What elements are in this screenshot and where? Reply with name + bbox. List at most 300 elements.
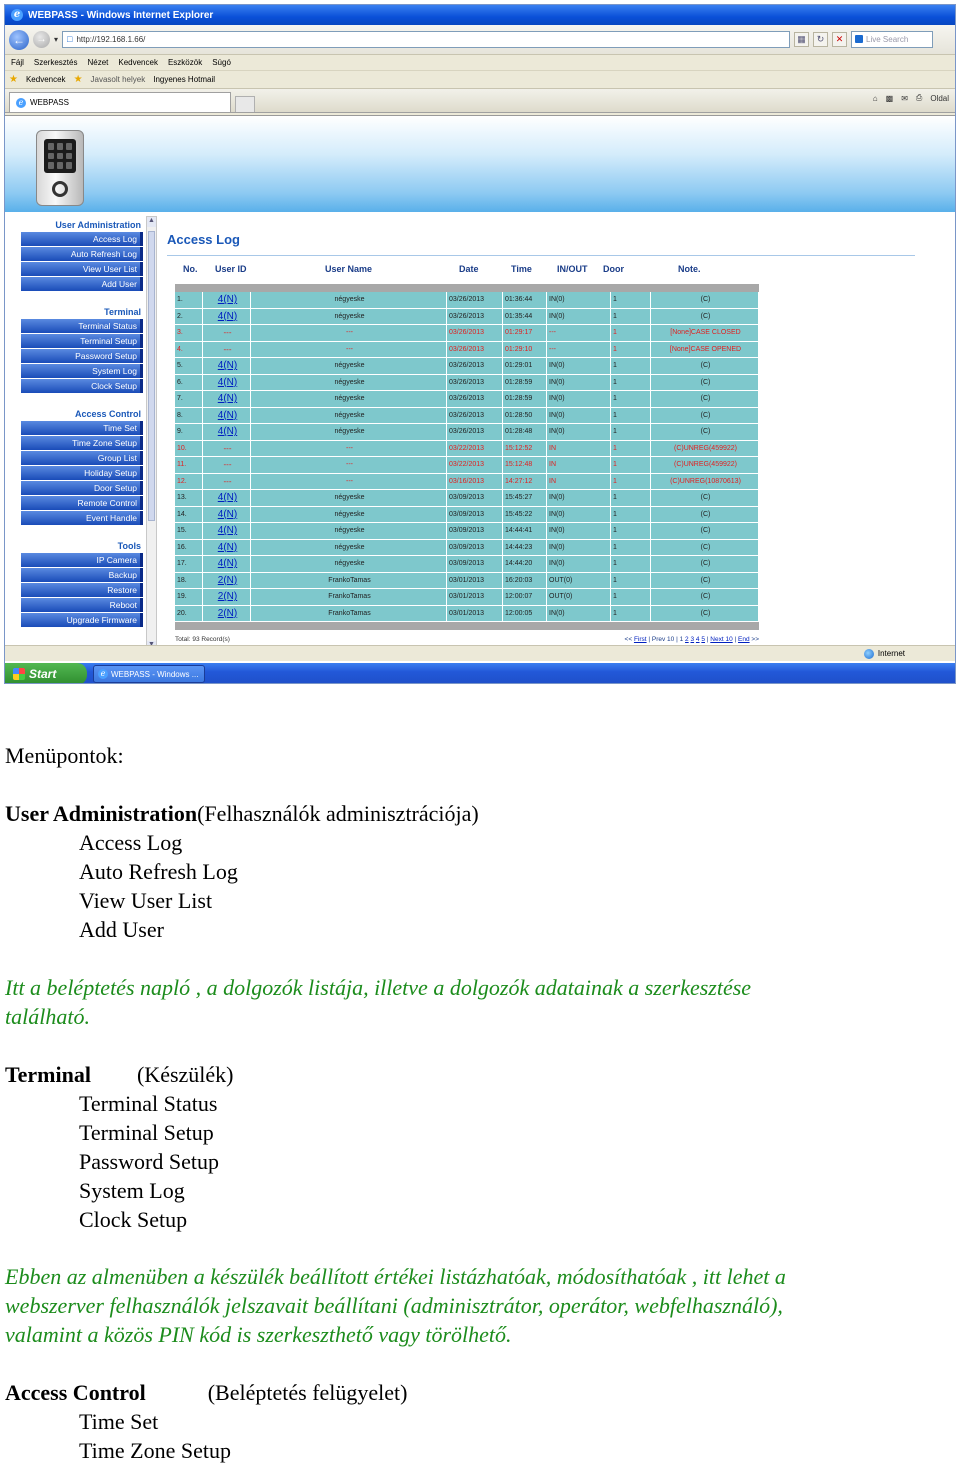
table-cell: OUT(0) xyxy=(547,589,611,605)
page-icon: □ xyxy=(67,34,73,44)
table-cell: IN xyxy=(547,474,611,490)
table-cell xyxy=(203,573,251,589)
table-cell: 12:00:07 xyxy=(503,589,547,605)
table-row xyxy=(175,540,759,557)
table-cell: 15:45:22 xyxy=(503,507,547,523)
table-cell: --- xyxy=(251,457,447,473)
table-cell: 01:28:48 xyxy=(503,424,547,440)
menu-bar xyxy=(5,55,955,71)
sidebar-item[interactable]: Terminal Status xyxy=(21,319,143,333)
user-id-link[interactable]: 2(N) xyxy=(217,591,238,603)
sidebar-item[interactable]: Backup xyxy=(21,568,143,582)
table-cell: 7. xyxy=(175,391,203,407)
sidebar-item[interactable]: Group List xyxy=(21,451,143,465)
user-id-link[interactable]: 2(N) xyxy=(217,607,238,619)
table-cell: IN xyxy=(547,441,611,457)
table-cell: 1 xyxy=(611,342,651,358)
table-cell xyxy=(203,474,251,490)
pager-prev[interactable]: Prev 10 xyxy=(651,636,675,643)
table-cell: (C)UNREG(459922) xyxy=(651,457,759,473)
mail-icon[interactable]: ✉ xyxy=(901,93,908,103)
compat-icon[interactable]: ▦ xyxy=(794,32,809,47)
favorites-bar xyxy=(5,71,955,89)
table-cell: 12:00:05 xyxy=(503,606,547,622)
table-cell xyxy=(203,441,251,457)
table-cell: 15. xyxy=(175,523,203,539)
access-control-item: Time Zone Setup xyxy=(79,1438,231,1463)
table-cell: --- xyxy=(547,325,611,341)
sidebar-item[interactable]: Clock Setup xyxy=(21,379,143,393)
table-cell: 9. xyxy=(175,424,203,440)
table-row xyxy=(175,523,759,540)
table-row xyxy=(175,391,759,408)
table-cell: 6. xyxy=(175,375,203,391)
table-row xyxy=(175,408,759,425)
table-cell xyxy=(203,408,251,424)
table-row xyxy=(175,325,759,342)
pager-page-2[interactable]: 2 xyxy=(685,636,689,643)
screenshot xyxy=(4,4,956,684)
table-cell: 16. xyxy=(175,540,203,556)
table-cell: (C) xyxy=(651,391,759,407)
table-cell: négyeske xyxy=(251,391,447,407)
sidebar-item[interactable]: Upgrade Firmware xyxy=(21,613,143,627)
table-cell: 12. xyxy=(175,474,203,490)
favorites-button[interactable]: Kedvencek xyxy=(25,75,66,84)
table-cell: IN(0) xyxy=(547,292,611,308)
sidebar-item[interactable]: Time Zone Setup xyxy=(21,436,143,450)
sidebar-item[interactable]: Password Setup xyxy=(21,349,143,363)
pager-end-arrows: >> xyxy=(751,636,759,643)
sidebar-section-heading: Tools xyxy=(117,541,141,551)
table-cell: (C) xyxy=(651,490,759,506)
table-cell: 03/01/2013 xyxy=(447,606,503,622)
history-dropdown-icon[interactable]: ▾ xyxy=(54,35,59,44)
user-id-link[interactable]: 4(N) xyxy=(217,508,238,520)
table-row xyxy=(175,490,759,507)
taskbar-ie-button[interactable] xyxy=(93,665,205,683)
total-records: Total: 93 Record(s) xyxy=(175,636,230,643)
print-icon[interactable]: ⎙ xyxy=(915,93,923,102)
table-cell: 03/22/2013 xyxy=(447,457,503,473)
table-cell: 1 xyxy=(611,556,651,572)
table-cell: 03/01/2013 xyxy=(447,573,503,589)
table-row xyxy=(175,358,759,375)
table-cell: 16:20:03 xyxy=(503,573,547,589)
table-cell: 1 xyxy=(611,540,651,556)
hotmail-link[interactable]: Ingyenes Hotmail xyxy=(153,75,216,84)
terminal-heading-bold: Terminal xyxy=(5,1062,91,1087)
table-cell: 15:45:27 xyxy=(503,490,547,506)
table-cell: IN(0) xyxy=(547,523,611,539)
table-cell: (C) xyxy=(651,292,759,308)
column-header: Date xyxy=(459,264,479,274)
table-cell: 1 xyxy=(611,292,651,308)
new-tab-button[interactable] xyxy=(235,96,255,112)
table-cell: négyeske xyxy=(251,292,447,308)
user-id-text: --- xyxy=(223,443,232,453)
access-log-table xyxy=(175,284,759,622)
table-cell: IN(0) xyxy=(547,375,611,391)
user-id-link[interactable]: 4(N) xyxy=(217,376,238,388)
table-cell: (C) xyxy=(651,556,759,572)
table-cell: [None]CASE CLOSED xyxy=(651,325,759,341)
sidebar-item[interactable]: Event Handle xyxy=(21,511,143,525)
menu-help[interactable]: Súgó xyxy=(212,58,231,67)
table-cell: OUT(0) xyxy=(547,573,611,589)
pager-page-3[interactable]: 3 xyxy=(690,636,695,643)
table-cell: FrankoTamas xyxy=(251,589,447,605)
table-cell xyxy=(203,507,251,523)
table-cell: négyeske xyxy=(251,490,447,506)
sidebar-item[interactable]: Add User xyxy=(21,277,143,291)
table-cell: IN(0) xyxy=(547,606,611,622)
ua-heading-rest: (Felhasználók adminisztrációja) xyxy=(197,801,479,826)
terminal-description: Ebben az almenüben a készülék beállított értékei listázhatóak, módosíthatóak , itt lehet a xyxy=(5,1264,786,1289)
ua-item: Access Log xyxy=(79,830,183,855)
table-cell: 03/26/2013 xyxy=(447,309,503,325)
table-cell: 14:27:12 xyxy=(503,474,547,490)
table-header xyxy=(167,262,915,276)
column-header: User Name xyxy=(325,264,373,274)
sidebar-menu xyxy=(21,218,143,650)
user-id-link[interactable]: 4(N) xyxy=(217,558,238,570)
table-cell: FrankoTamas xyxy=(251,573,447,589)
table-cell: 1 xyxy=(611,507,651,523)
table-cell: 1 xyxy=(611,573,651,589)
table-cell: (C) xyxy=(651,589,759,605)
terminal-item: Password Setup xyxy=(79,1149,219,1174)
terminal-device-image xyxy=(36,130,84,206)
table-cell: IN(0) xyxy=(547,556,611,572)
user-id-link[interactable]: 4(N) xyxy=(217,393,238,405)
pager-first-arrows: << xyxy=(624,636,633,643)
sidebar-item[interactable]: Reboot xyxy=(21,598,143,612)
table-cell: négyeske xyxy=(251,309,447,325)
table-cell: 14:44:41 xyxy=(503,523,547,539)
table-cell: 03/09/2013 xyxy=(447,507,503,523)
table-cell: 14. xyxy=(175,507,203,523)
table-cell: 1 xyxy=(611,325,651,341)
sidebar-scrollbar[interactable] xyxy=(146,216,157,652)
feeds-icon[interactable]: ▩ xyxy=(885,93,894,103)
table-cell: 03/09/2013 xyxy=(447,540,503,556)
column-header: No. xyxy=(183,264,198,274)
user-id-text: --- xyxy=(223,328,232,338)
table-cell: 03/26/2013 xyxy=(447,391,503,407)
table-cell: --- xyxy=(251,342,447,358)
table-cell xyxy=(203,424,251,440)
user-id-link[interactable]: 4(N) xyxy=(217,310,238,322)
table-cell: 1 xyxy=(611,606,651,622)
table-row xyxy=(175,441,759,458)
table-cell: 1 xyxy=(611,457,651,473)
table-cell: (C) xyxy=(651,507,759,523)
sidebar-item[interactable]: Terminal Setup xyxy=(21,334,143,348)
table-cell: 03/01/2013 xyxy=(447,589,503,605)
taskbar xyxy=(5,663,956,684)
table-cell xyxy=(203,309,251,325)
table-cell: 20. xyxy=(175,606,203,622)
table-cell: 03/09/2013 xyxy=(447,556,503,572)
table-cell: 03/26/2013 xyxy=(447,424,503,440)
sidebar-item[interactable]: Holiday Setup xyxy=(21,466,143,480)
forward-icon[interactable]: → xyxy=(33,31,50,48)
table-cell: (C) xyxy=(651,606,759,622)
pager-page-1[interactable]: 1 xyxy=(679,636,684,643)
table-row xyxy=(175,474,759,491)
table-cell: négyeske xyxy=(251,408,447,424)
table-row xyxy=(175,292,759,309)
table-cell: 01:28:59 xyxy=(503,391,547,407)
table-cell: IN(0) xyxy=(547,424,611,440)
table-cell: --- xyxy=(251,325,447,341)
table-cell: (C) xyxy=(651,424,759,440)
user-id-link[interactable]: 4(N) xyxy=(217,541,238,553)
scroll-thumb[interactable] xyxy=(148,231,155,521)
terminal-heading xyxy=(5,1061,234,1089)
table-cell xyxy=(203,523,251,539)
table-cell xyxy=(203,589,251,605)
terminal-item: Terminal Status xyxy=(79,1091,218,1116)
table-cell: (C) xyxy=(651,408,759,424)
terminal-description: webszerver felhasználók jelszavait beállítani (adminisztrátor, operátor, webfelhasználó), xyxy=(5,1293,783,1318)
web-page xyxy=(5,115,956,663)
menu-file[interactable]: Fájl xyxy=(11,58,24,67)
user-id-link[interactable]: 4(N) xyxy=(217,360,238,372)
back-icon[interactable]: ← xyxy=(9,30,29,50)
table-row xyxy=(175,507,759,524)
url-input[interactable] xyxy=(62,31,790,48)
ua-item: Add User xyxy=(79,917,164,942)
table-cell: 15:12:48 xyxy=(503,457,547,473)
table-cell: 19. xyxy=(175,589,203,605)
stop-icon[interactable]: ✕ xyxy=(832,32,847,47)
table-cell: --- xyxy=(251,474,447,490)
table-cell: 1 xyxy=(611,424,651,440)
table-cell: IN(0) xyxy=(547,507,611,523)
menu-edit[interactable]: Szerkesztés xyxy=(33,58,78,67)
ua-description: Itt a beléptetés napló , a dolgozók listája, illetve a dolgozók adatainak a szerkesztése xyxy=(5,975,752,1000)
table-cell: 01:35:44 xyxy=(503,309,547,325)
table-cell xyxy=(203,457,251,473)
start-button[interactable] xyxy=(5,663,87,684)
taskbar-ie-icon: e xyxy=(98,669,108,679)
pager-next[interactable]: Next 10 xyxy=(710,636,733,643)
table-cell: 3. xyxy=(175,325,203,341)
ua-item: Auto Refresh Log xyxy=(79,859,238,884)
access-control-heading-rest: (Beléptetés felügyelet) xyxy=(207,1380,408,1405)
table-cell: 03/26/2013 xyxy=(447,408,503,424)
table-cell: IN(0) xyxy=(547,540,611,556)
sidebar-item[interactable]: Access Log xyxy=(21,232,143,246)
table-cell: 4. xyxy=(175,342,203,358)
table-footer xyxy=(175,622,759,643)
user-id-link[interactable]: 4(N) xyxy=(217,409,238,421)
add-favorite-icon[interactable]: ★ xyxy=(73,74,83,85)
column-header: Time xyxy=(511,264,532,274)
globe-icon xyxy=(864,649,874,659)
table-cell xyxy=(203,375,251,391)
table-cell: --- xyxy=(251,441,447,457)
table-row xyxy=(175,573,759,590)
sidebar-item[interactable]: System Log xyxy=(21,364,143,378)
table-row xyxy=(175,556,759,573)
table-cell: 1 xyxy=(611,490,651,506)
table-cell: (C) xyxy=(651,375,759,391)
window-titlebar xyxy=(5,5,955,25)
table-cell: 1 xyxy=(611,441,651,457)
start-label: Start xyxy=(29,667,57,681)
column-header: Door xyxy=(603,264,624,274)
table-cell: [None]CASE OPENED xyxy=(651,342,759,358)
user-id-link[interactable]: 4(N) xyxy=(217,294,238,306)
suggested-sites-link[interactable]: Javasolt helyek xyxy=(90,75,146,84)
table-cell: 1 xyxy=(611,523,651,539)
main-content xyxy=(167,232,915,643)
table-row xyxy=(175,342,759,359)
scroll-up-icon[interactable]: ▲ xyxy=(147,217,156,227)
access-control-item: Time Set xyxy=(79,1409,159,1434)
menu-favorites[interactable]: Kedvencek xyxy=(118,58,158,67)
table-cell xyxy=(203,606,251,622)
pager-first[interactable]: First xyxy=(633,636,647,643)
table-cell: IN(0) xyxy=(547,358,611,374)
ua-heading xyxy=(5,800,479,828)
table-cell xyxy=(203,325,251,341)
refresh-icon[interactable]: ↻ xyxy=(813,32,828,47)
access-control-heading xyxy=(5,1379,407,1407)
table-cell: --- xyxy=(547,342,611,358)
table-cell: négyeske xyxy=(251,523,447,539)
status-bar xyxy=(5,645,956,661)
security-zone: Internet xyxy=(877,649,905,658)
table-cell: 5. xyxy=(175,358,203,374)
menu-title: Menüpontok: xyxy=(5,743,124,768)
table-cell: 13. xyxy=(175,490,203,506)
table-cell: 1 xyxy=(611,474,651,490)
column-header: IN/OUT xyxy=(557,264,588,274)
table-cell: IN(0) xyxy=(547,309,611,325)
table-cell: (C) xyxy=(651,573,759,589)
table-cell xyxy=(203,556,251,572)
windows-flag-icon xyxy=(13,668,25,680)
table-cell: 8. xyxy=(175,408,203,424)
page-menu[interactable]: Oldal xyxy=(930,93,949,103)
pager-end[interactable]: End xyxy=(738,636,750,643)
table-row xyxy=(175,606,759,623)
tab-webpass[interactable] xyxy=(9,92,231,112)
sidebar-item[interactable]: Door Setup xyxy=(21,481,143,495)
table-cell: 03/26/2013 xyxy=(447,375,503,391)
user-id-link[interactable]: 4(N) xyxy=(217,426,238,438)
sidebar-item[interactable]: IP Camera xyxy=(21,553,143,567)
ie-icon: e xyxy=(11,9,23,21)
page-title: Access Log xyxy=(167,232,240,247)
sidebar-item[interactable]: Remote Control xyxy=(21,496,143,510)
user-id-link[interactable]: 4(N) xyxy=(217,525,238,537)
table-cell: IN(0) xyxy=(547,490,611,506)
taskbar-ie-label: WEBPASS - Windows ... xyxy=(111,669,199,679)
table-cell: 01:28:50 xyxy=(503,408,547,424)
table-cell: 01:28:59 xyxy=(503,375,547,391)
table-cell: 2. xyxy=(175,309,203,325)
table-cell: (C)UNREG(459922) xyxy=(651,441,759,457)
table-cell: 03/26/2013 xyxy=(447,292,503,308)
terminal-description: valamint a közös PIN kód is szerkeszthető vagy törölhető. xyxy=(5,1322,512,1347)
table-cell: 03/16/2013 xyxy=(447,474,503,490)
table-cell: négyeske xyxy=(251,540,447,556)
window-title: WEBPASS - Windows Internet Explorer xyxy=(28,9,214,21)
ua-heading-bold: User Administration xyxy=(5,801,198,826)
table-cell: 03/22/2013 xyxy=(447,441,503,457)
table-cell: IN xyxy=(547,457,611,473)
table-cell: (C) xyxy=(651,540,759,556)
table-cell: 03/26/2013 xyxy=(447,325,503,341)
sidebar-item[interactable]: Time Set xyxy=(21,421,143,435)
terminal-item: Terminal Setup xyxy=(79,1120,214,1145)
table-cell: 03/09/2013 xyxy=(447,523,503,539)
table-cell: 1 xyxy=(611,391,651,407)
pager: << First | Prev 10 | 1 2 3 4 5 | Next 10 | End >> xyxy=(624,636,759,643)
pager-page-5[interactable]: 5 xyxy=(701,636,705,643)
table-row xyxy=(175,457,759,474)
tab-bar xyxy=(5,89,955,113)
column-header: User ID xyxy=(215,264,247,274)
sidebar-item[interactable]: Restore xyxy=(21,583,143,597)
menu-tools[interactable]: Eszközök xyxy=(167,58,203,67)
table-cell: 1 xyxy=(611,358,651,374)
table-cell xyxy=(203,358,251,374)
terminal-heading-rest: (Készülék) xyxy=(136,1062,234,1087)
user-id-text: --- xyxy=(223,476,232,486)
sidebar-item[interactable]: Auto Refresh Log xyxy=(21,247,143,261)
table-cell: 01:29:10 xyxy=(503,342,547,358)
sidebar-section-heading: Access Control xyxy=(74,409,141,419)
address-bar xyxy=(5,25,955,55)
command-bar xyxy=(873,93,949,103)
search-input[interactable]: Live Search xyxy=(851,31,933,48)
table-cell: 1 xyxy=(611,309,651,325)
sidebar-item[interactable]: View User List xyxy=(21,262,143,276)
home-icon[interactable]: ⌂ xyxy=(872,93,878,103)
table-cell: FrankoTamas xyxy=(251,606,447,622)
table-cell: négyeske xyxy=(251,424,447,440)
access-control-heading-bold: Access Control xyxy=(5,1380,146,1405)
header-banner xyxy=(5,116,956,212)
terminal-item: System Log xyxy=(79,1178,185,1203)
table-cell xyxy=(203,540,251,556)
url-text: http://192.168.1.66/ xyxy=(76,35,146,44)
table-cell: 01:36:44 xyxy=(503,292,547,308)
table-row xyxy=(175,309,759,326)
table-cell: 01:29:01 xyxy=(503,358,547,374)
menu-view[interactable]: Nézet xyxy=(87,58,109,67)
table-cell: négyeske xyxy=(251,358,447,374)
pager-page-4[interactable]: 4 xyxy=(695,636,700,643)
user-id-link[interactable]: 2(N) xyxy=(217,574,238,586)
table-cell: IN(0) xyxy=(547,391,611,407)
table-cell xyxy=(203,490,251,506)
sidebar-section-heading: User Administration xyxy=(55,220,141,230)
table-cell: 1 xyxy=(611,375,651,391)
user-id-link[interactable]: 4(N) xyxy=(217,492,238,504)
table-cell: IN(0) xyxy=(547,408,611,424)
ua-item: View User List xyxy=(79,888,213,913)
table-cell: (C) xyxy=(651,309,759,325)
table-cell: 03/26/2013 xyxy=(447,358,503,374)
tab-label: WEBPASS xyxy=(30,98,69,107)
